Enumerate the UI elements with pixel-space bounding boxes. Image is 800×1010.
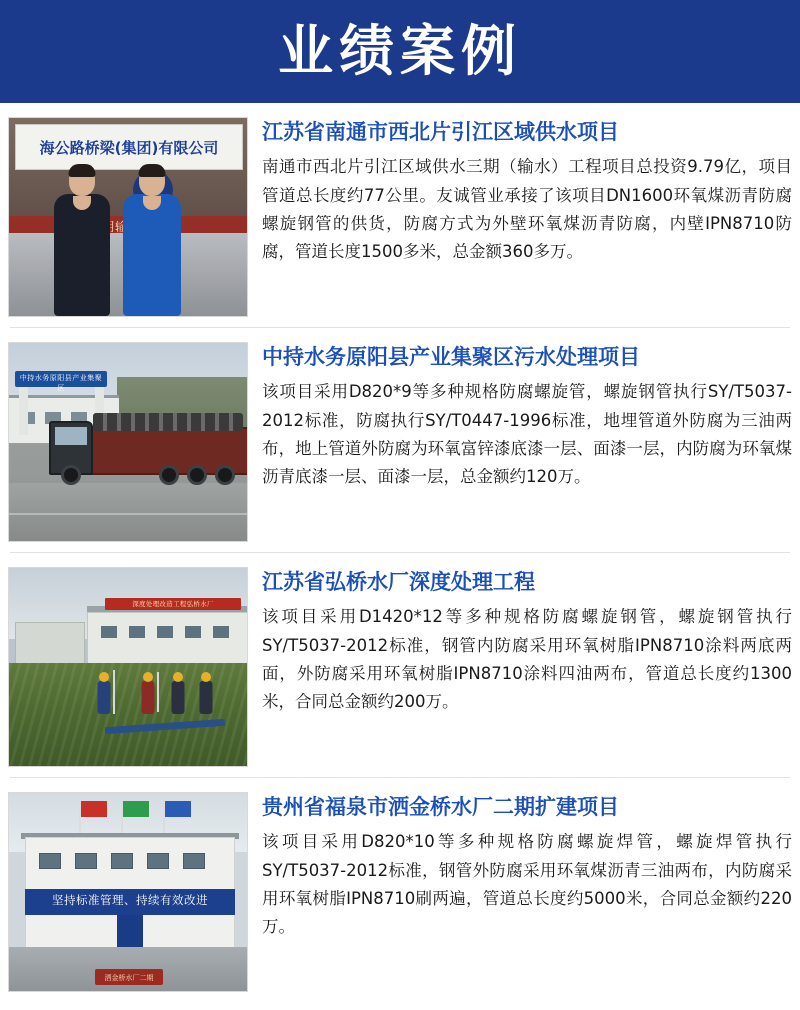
company-signboard bbox=[15, 124, 243, 170]
truck-wheel bbox=[215, 465, 235, 485]
person-left-body bbox=[54, 194, 110, 316]
red-site-banner-text: 深度处理改造工程弘桥水厂 bbox=[132, 600, 214, 608]
truck-windshield bbox=[55, 427, 87, 445]
worker-figure bbox=[141, 672, 154, 714]
flag-blue bbox=[165, 801, 191, 817]
case-description: 该项目采用D820*9等多种规格防腐螺旋管，螺旋钢管执行SY/T5037-2012标准，防腐执行SY/T0447-1996标准，地埋管道外防腐为三油两布，地上管道外防腐为环氧富锌漆底漆一层、面漆一层，内防腐为环氧煤沥青底漆一层、面漆一层，总金额约120万。 bbox=[262, 382, 792, 487]
gate-post-left bbox=[19, 387, 28, 435]
person-left-hair bbox=[69, 164, 96, 177]
worker-figure bbox=[171, 672, 184, 714]
case-item bbox=[0, 103, 800, 327]
gate-sign-text: 中持水务原阳县产业集聚区 bbox=[19, 374, 103, 392]
building-door bbox=[117, 915, 143, 949]
road-surface bbox=[9, 483, 247, 541]
case-description: 该项目采用D820*10等多种规格防腐螺旋焊管，螺旋焊管执行SY/T5037-2012标准，钢管外防腐采用环氧煤沥青三油两布，内防腐采用环氧树脂IPN8710刷两遍，管道总长度约5000米，合同总金额约220万。 bbox=[262, 832, 792, 937]
truck-wheel bbox=[159, 465, 179, 485]
case-list bbox=[0, 103, 800, 1010]
worker-figure bbox=[199, 672, 212, 714]
page-header-banner bbox=[0, 0, 800, 103]
plant-window bbox=[157, 626, 173, 638]
plant-window bbox=[101, 626, 117, 638]
person-right-body bbox=[123, 194, 181, 316]
person-left bbox=[51, 166, 113, 316]
building-window bbox=[39, 853, 61, 869]
worker-body bbox=[199, 681, 212, 714]
slogan-text: 坚持标准管理、持续有效改进 bbox=[52, 893, 208, 907]
road-marking bbox=[9, 513, 247, 515]
case-item bbox=[0, 553, 800, 777]
worker-body bbox=[141, 681, 154, 714]
plant-window bbox=[185, 626, 201, 638]
case-text-2 bbox=[262, 342, 792, 492]
case-photo-2 bbox=[8, 342, 248, 542]
case-description: 南通市西北片引江区域供水三期（输水）工程项目总投资9.79亿，项目管道总长度约77公里。友诚管业承接了该项目DN1600环氧煤沥青防腐螺旋钢管的供货，防腐方式为外壁环氧煤沥青防腐，内壁IPN8710防腐，管道长度1500多米，总金额360多万。 bbox=[262, 157, 792, 262]
case-text-4 bbox=[262, 792, 792, 942]
person-right-hair bbox=[139, 164, 166, 177]
steel-pipes-cargo bbox=[93, 413, 243, 431]
worker-body bbox=[171, 681, 184, 714]
plant-window bbox=[129, 626, 145, 638]
page-title: 业绩案例 bbox=[277, 19, 522, 83]
worker-figure bbox=[97, 672, 110, 714]
company-sign-text: 海公路桥梁(集团)有限公司 bbox=[39, 138, 219, 157]
building-window bbox=[111, 853, 133, 869]
case-item bbox=[0, 328, 800, 552]
case-title: 中持水务原阳县产业集聚区污水处理项目 bbox=[262, 345, 640, 369]
flag-green bbox=[123, 801, 149, 817]
worker-helmet bbox=[143, 672, 153, 682]
case-photo-1 bbox=[8, 117, 248, 317]
side-shed bbox=[15, 622, 85, 668]
worker-helmet bbox=[201, 672, 211, 682]
project-sign-text: 洒金桥水厂二期 bbox=[104, 974, 154, 982]
case-item bbox=[0, 778, 800, 1002]
plant-window bbox=[213, 626, 229, 638]
case-text-1 bbox=[262, 117, 792, 267]
case-title: 贵州省福泉市洒金桥水厂二期扩建项目 bbox=[262, 795, 619, 819]
person-right bbox=[121, 166, 183, 316]
case-photo-3 bbox=[8, 567, 248, 767]
flag-red bbox=[81, 801, 107, 817]
worker-body bbox=[97, 681, 110, 714]
case-photo-4 bbox=[8, 792, 248, 992]
case-text-3 bbox=[262, 567, 792, 717]
case-description: 该项目采用D1420*12等多种规格防腐螺旋钢管，螺旋钢管执行SY/T5037-2012标准，钢管内防腐采用环氧树脂IPN8710涂料两底两面，外防腐采用环氧树脂IPN8710涂料四油两布，管道总长度约1300米，合同总金额约200万。 bbox=[262, 607, 792, 712]
building-window bbox=[183, 853, 205, 869]
worker-helmet bbox=[173, 672, 183, 682]
worker-helmet bbox=[99, 672, 109, 682]
building-window bbox=[75, 853, 97, 869]
building-window bbox=[147, 853, 169, 869]
case-title: 江苏省弘桥水厂深度处理工程 bbox=[262, 570, 535, 594]
truck-wheel bbox=[187, 465, 207, 485]
case-title: 江苏省南通市西北片引江区域供水项目 bbox=[262, 120, 619, 144]
survey-pole bbox=[113, 670, 115, 714]
survey-pole bbox=[157, 672, 159, 712]
truck-wheel bbox=[61, 465, 81, 485]
